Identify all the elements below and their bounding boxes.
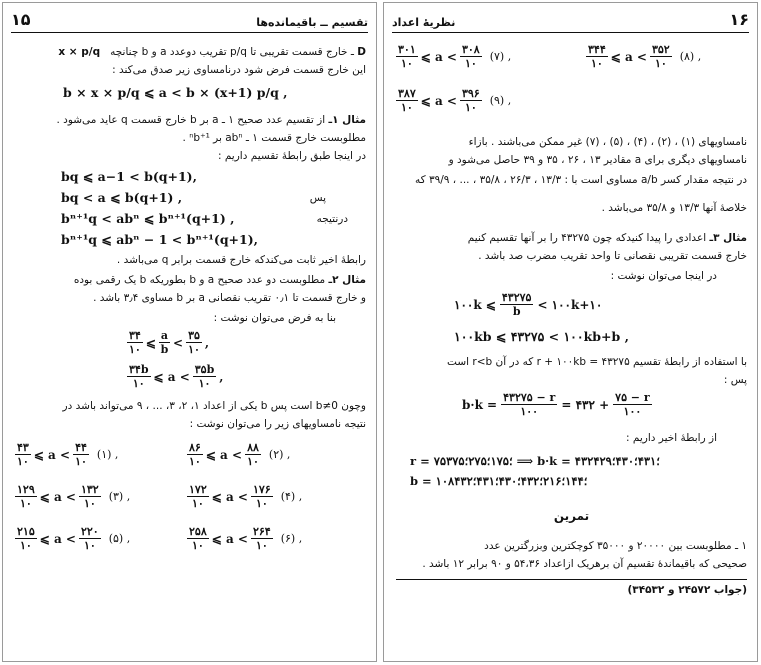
para1-line4: خلاصهٔ آنها ۱۳/۳ و ۳۵/۸ می‌باشد .	[601, 202, 747, 214]
example1-line3: در اینجا طبق رابطهٔ تقسیم داریم :	[217, 150, 366, 162]
example1-line1: مثال ۱ـ از تقسیم عدد صحیح ۱ ـ a بر b خارج قسمت q عاید می‌شود .	[56, 114, 366, 126]
inequality-5: $\frac{۲۱۵}{۱۰}$ ⩽ a < $\frac{۲۲۰}{۱۰}$ (۵) ,	[17, 525, 131, 552]
inequality-6: $\frac{۲۵۸}{۱۰}$ ⩽ a < $\frac{۲۶۴}{۱۰}$ (۶) ,	[189, 525, 303, 552]
example1-eq2-label: پس	[309, 192, 326, 204]
page-number: ۱۵	[11, 10, 31, 29]
main-formula: b × x × p/q ⩽ a < b × (x+1) p/q ,	[63, 85, 288, 100]
example1-conclusion: رابطهٔ اخیر ثابت می‌کندکه خارج قسمت برابر q می‌باشد .	[116, 254, 366, 266]
page-body	[396, 39, 747, 655]
running-title: نظریهٔ اعداد	[392, 16, 456, 29]
exercise1-answer: (جواب ۲۴۵۷۲ و ۳۴۵۳۲)	[627, 584, 747, 596]
example3-eq3: b·k = $\frac{۴۳۲۷۵ - r}{۱۰۰}$ = ۴۳۲ + $\frac{۷۵ - r}{۱۰۰}$	[462, 391, 650, 418]
example3-eq2: ۱۰۰kb ⩽ ۴۳۲۷۵ < ۱۰۰kb+b ,	[454, 329, 629, 344]
example3-eq4: r = ۷۵؛۱۷۵؛۲۷۵؛۳۷۵ ⟹ b·k = ۴۳۲؛۴۳۱؛۴۳۰؛۴۲۹	[410, 454, 660, 468]
exercise1-line2: صحیحی که باقیماندهٔ تقسیم آن برهریک ازاعداد ۵۴،۳۶ و ۹۰ برابر ۱۲ باشد .	[422, 558, 747, 570]
example2-line2: و خارج قسمت تا ۰٫۱ تقریب نقصانی a بر b مساوی ۳٫۴ باشد .	[93, 292, 366, 304]
page-16	[383, 2, 758, 662]
example2-frac2: $\frac{۳۴b}{۱۰}$ ⩽ a < $\frac{۳۵b}{۱۰}$ ,	[129, 363, 224, 390]
example3-title: مثال ۳ـ	[709, 232, 747, 244]
section-d-label: D	[357, 46, 366, 58]
example2-frac1: $\frac{۳۴}{۱۰}$ ⩽ $\frac{a}{b}$ < $\frac{۳۵}{۱۰}$ ,	[129, 329, 210, 356]
example2-line1: مثال ۲ـ مطلوبست دو عدد صحیح a و b بطوریکه b یک رقمی بوده	[73, 274, 366, 286]
exercises-title: تمرین	[553, 509, 590, 523]
running-title: تقسیم ــ باقیمانده‌ها	[256, 16, 368, 29]
example2-title: مثال ۲ـ	[328, 274, 366, 286]
example1-eq3-label: درنتیجه	[316, 213, 348, 225]
example3-line6: از رابطهٔ اخیر داریم :	[626, 432, 717, 444]
para1-line2: نامساویهای دیگری برای a مقادیر ۱۳ ، ۲۶ ، ۳۵ و ۳۹ حاصل می‌شود و	[448, 154, 747, 166]
section-d-line2: این خارج قسمت فرض شود درنامساوی زیر صدق می‌کند :	[112, 64, 366, 76]
inequality-1: $\frac{۴۳}{۱۰}$ ⩽ a < $\frac{۴۴}{۱۰}$ (۱) ,	[17, 441, 119, 468]
inequality-9: $\frac{۳۸۷}{۱۰}$ ⩽ a < $\frac{۳۹۶}{۱۰}$ (۹) ,	[398, 87, 512, 114]
para1-line1: نامساویهای (۱) ، (۲) ، (۴) ، (۵) ، (۷) غیر ممکن می‌باشند . بازاء	[468, 136, 747, 148]
inequality-4: $\frac{۱۷۲}{۱۰}$ ⩽ a < $\frac{۱۷۶}{۱۰}$ (۴) ,	[189, 483, 303, 510]
example1-line2: مطلوبست خارج قسمت ۱ ـ abⁿ بر ¹⁺ⁿb .	[182, 132, 366, 144]
example3-eq5: b = ۱۰۸؛۱۴۴؛۲۱۶؛۴۳۲؛۴۳۰؛۴۳۱؛۴۳۲	[410, 474, 588, 488]
page-15	[2, 2, 377, 662]
example1-eq3: bⁿ⁺¹q < abⁿ ⩽ bⁿ⁺¹(q+1) ,	[61, 211, 235, 226]
page-number: ۱۶	[729, 10, 749, 29]
inequality-3: $\frac{۱۲۹}{۱۰}$ ⩽ a < $\frac{۱۳۲}{۱۰}$ (۳) ,	[17, 483, 131, 510]
example3-line2: خارج قسمت تقریبی نقصانی تا واحد تقریب مضرب صد باشد .	[478, 250, 747, 262]
example3-line4: با استفاده از رابطهٔ تقسیم ۴۳۲۷۵ = r + ۱۰۰kb که در آن r<b است	[447, 356, 747, 368]
section-d-line1: D ـ خارج قسمت تقریبی تا p/q تقریب دوعدد a و b چنانچه x × p/q	[58, 46, 366, 58]
example1-eq4: bⁿ⁺¹q ⩽ abⁿ − 1 < bⁿ⁺¹(q+1),	[61, 232, 258, 247]
example1-eq1: bq ⩽ a−1 < b(q+1),	[61, 169, 197, 184]
example2-line3: بنا به فرض می‌توان نوشت :	[213, 312, 336, 324]
footer-rule	[396, 579, 747, 580]
example3-line3: در اینجا می‌توان نوشت :	[610, 270, 717, 282]
example1-title: مثال ۱ـ	[328, 114, 366, 126]
page-header	[11, 11, 368, 33]
example3-line1: مثال ۳ـ اعدادی را پیدا کنیدکه چون ۴۳۲۷۵ را بر آنها تقسیم کنیم	[467, 232, 747, 244]
example2-line4: وچون b≠0 است پس b یکی از اعداد ۱، ۲، ۳، ... ، ۹ می‌تواند باشد در	[62, 400, 366, 412]
para1-line3: در نتیجه مقدار کسر a/b مساوی است با : ۱۳/۳ ، ۲۶/۳ ، ۳۵/۸ ، ... ، ۳۹/۹ که	[414, 174, 747, 186]
inequality-7: $\frac{۳۰۱}{۱۰}$ ⩽ a < $\frac{۳۰۸}{۱۰}$ (۷) ,	[398, 43, 512, 70]
example2-line5: نتیجه نامساویهای زیر را می‌توان نوشت :	[189, 418, 366, 430]
exercise1-line1: ۱ ـ مطلوبست بین ۲۰۰۰۰ و ۳۵۰۰۰ کوچکترین وبزرگترین عدد	[484, 540, 747, 552]
page-header	[392, 11, 749, 33]
inequality-2: $\frac{۸۶}{۱۰}$ ⩽ a < $\frac{۸۸}{۱۰}$ (۲) ,	[189, 441, 291, 468]
example3-eq1: ۱۰۰k ⩽ $\frac{۴۳۲۷۵}{b}$ < ۱۰۰k+۱۰	[454, 291, 603, 318]
example1-eq2: bq < a ⩽ b(q+1) ,	[61, 190, 183, 205]
page-body	[15, 39, 366, 655]
example3-line5: پس :	[723, 374, 747, 386]
inequality-8: $\frac{۳۴۴}{۱۰}$ ⩽ a < $\frac{۳۵۲}{۱۰}$ (۸) ,	[588, 43, 702, 70]
